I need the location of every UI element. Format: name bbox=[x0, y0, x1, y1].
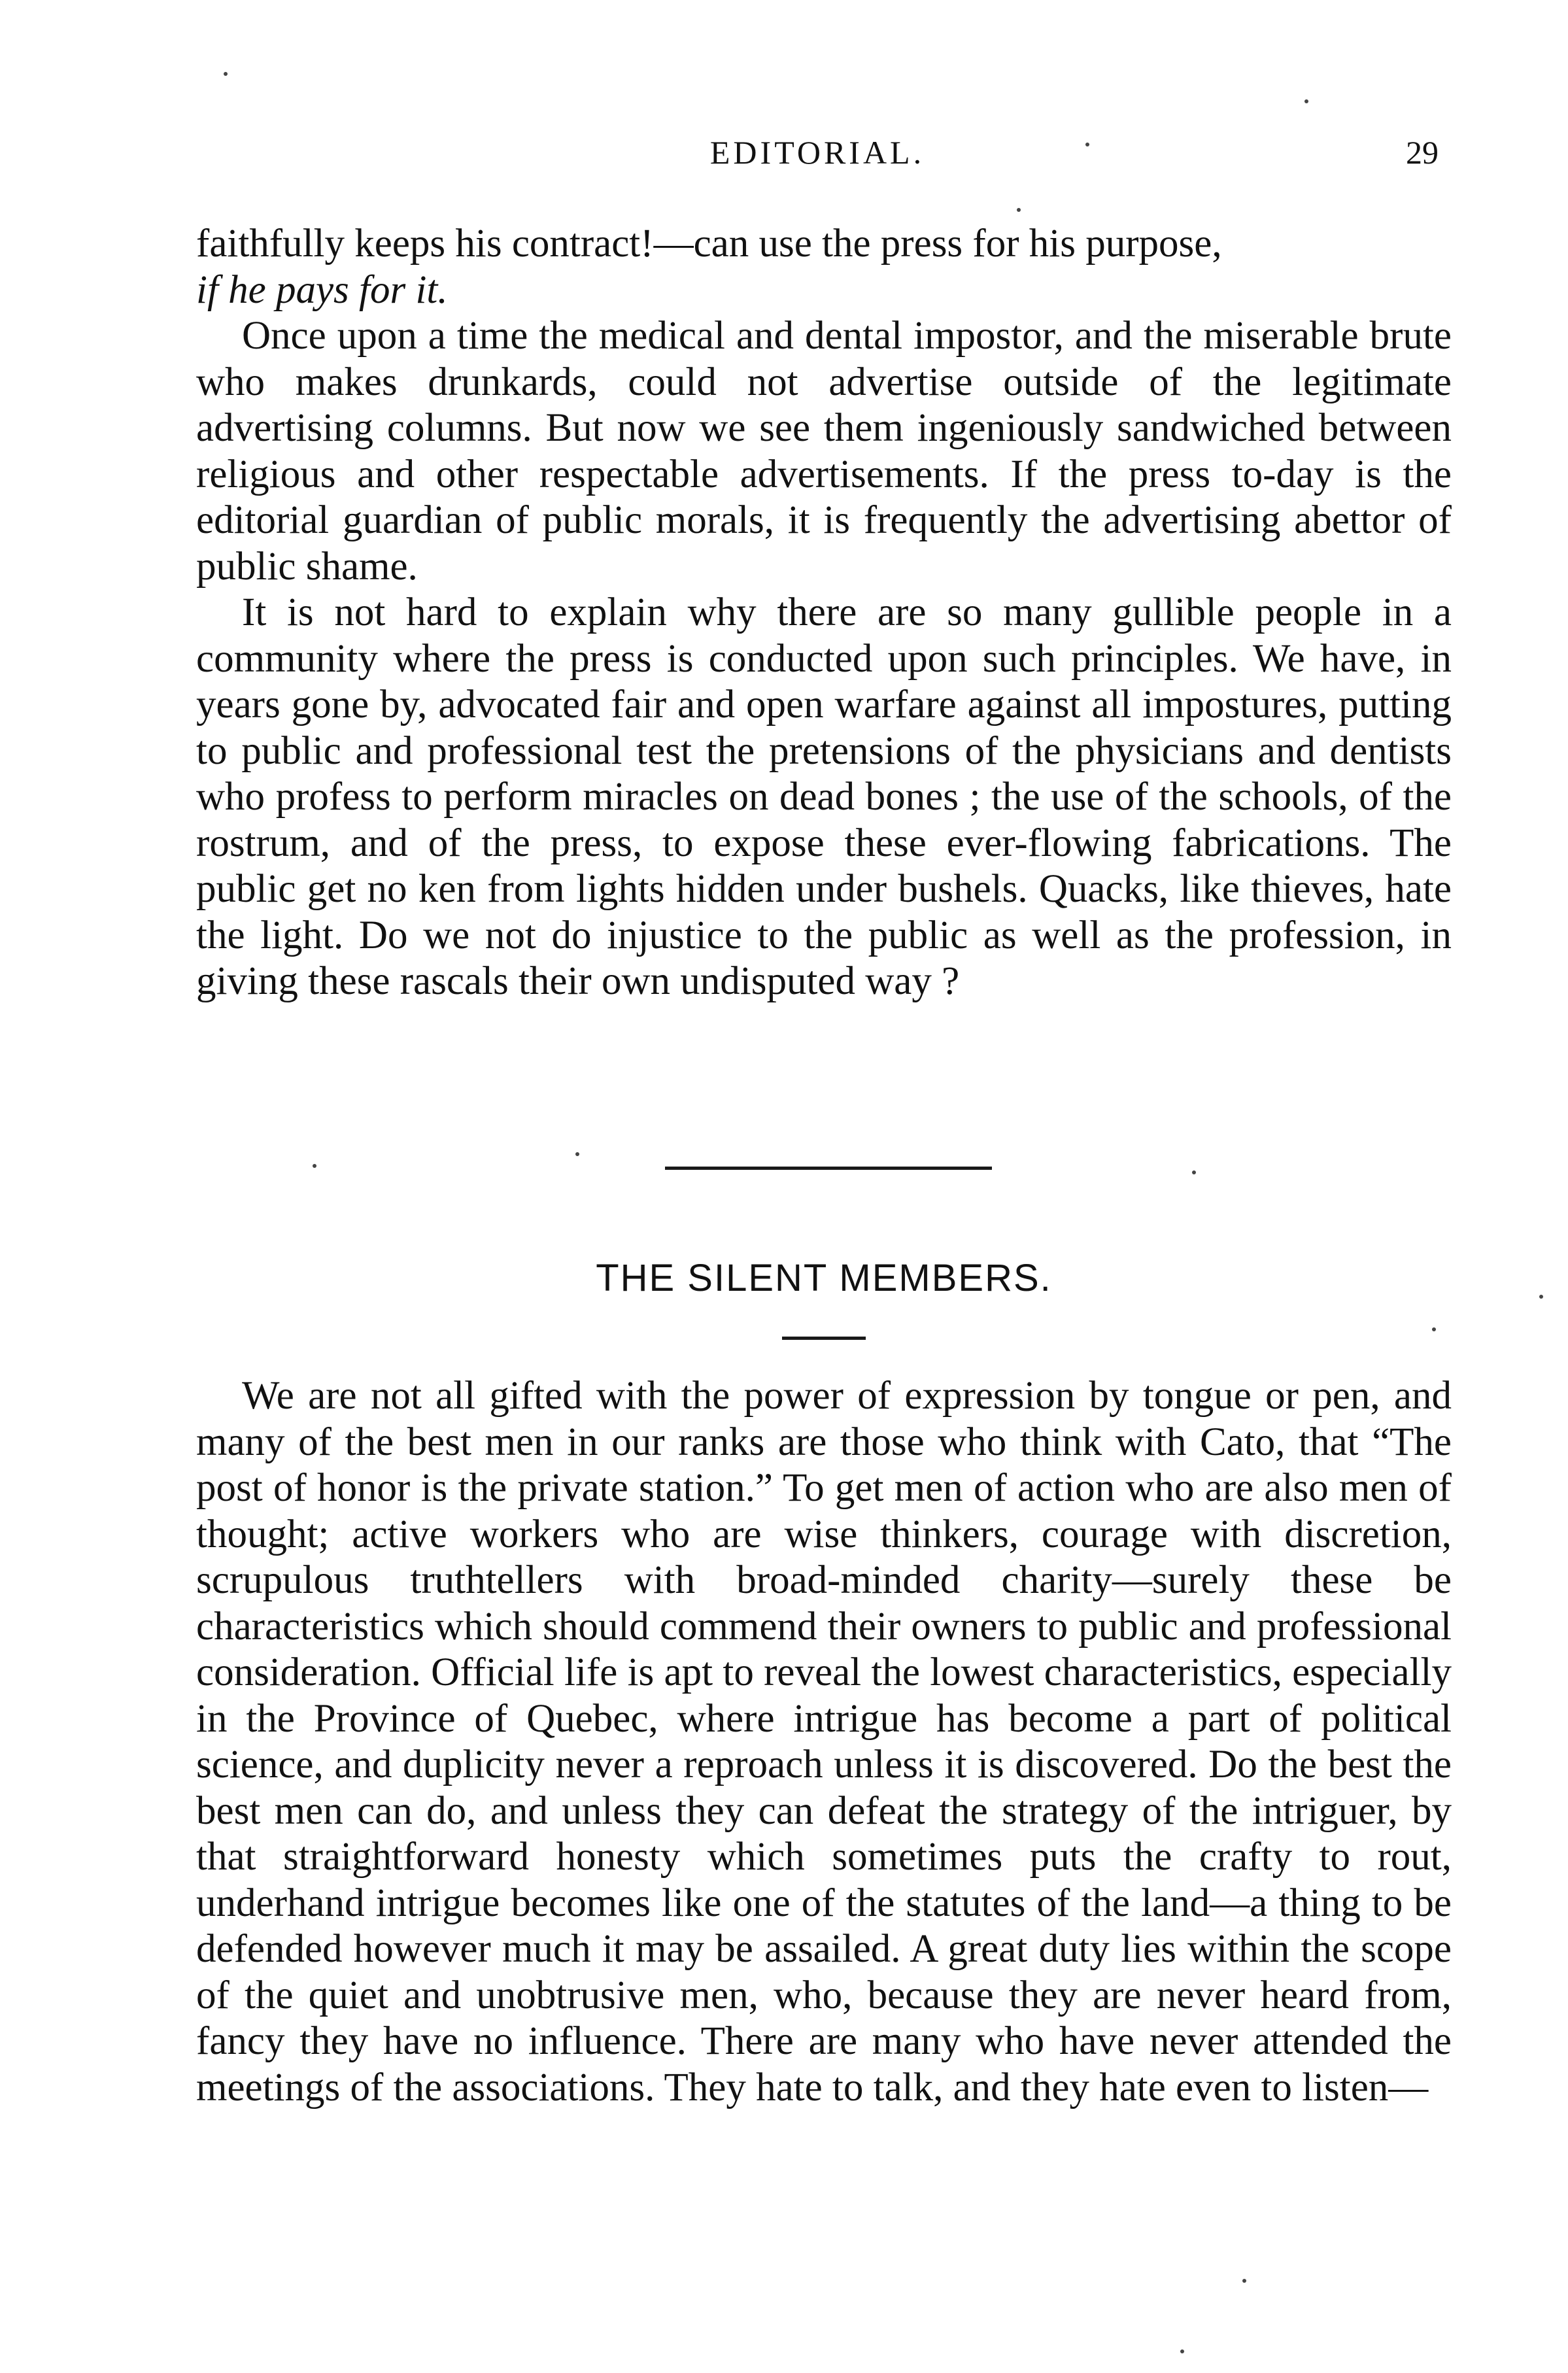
running-head bbox=[196, 129, 1439, 175]
scan-speck bbox=[224, 72, 228, 76]
scan-speck bbox=[1242, 2279, 1246, 2283]
section-title: THE SILENT MEMBERS. bbox=[596, 1257, 1052, 1299]
scan-speck bbox=[1192, 1170, 1196, 1174]
scan-speck bbox=[313, 1164, 316, 1168]
italic-paragraph-line: if he pays for it. bbox=[196, 267, 448, 312]
scan-speck bbox=[1539, 1295, 1543, 1299]
title-underline-rule bbox=[782, 1337, 866, 1340]
scan-speck bbox=[1304, 99, 1308, 103]
scan-speck bbox=[1180, 2349, 1184, 2353]
article-paragraph: Once upon a time the medical and dental impostor, and the miserable brute who makes drunkards, could not advertise outside of the legitimate advertising columns. But now we see them ingeniously sandwiched between religious and other respectable advertisements. If the press to-day is the editorial guardian of public morals, it is frequently the advertising abettor of public shame. bbox=[196, 314, 1452, 589]
running-title: EDITORIAL. bbox=[709, 134, 925, 171]
continued-paragraph-line: faithfully keeps his contract!—can use the press for his purpose, bbox=[196, 222, 1222, 265]
scan-speck bbox=[1017, 208, 1021, 212]
second-article bbox=[196, 1373, 1452, 2111]
first-article bbox=[196, 221, 1452, 1005]
article-paragraph: It is not hard to explain why there are so many gullible people in a community where the press is conducted upon such principles. We have, in years gone by, advocated fair and open warfare against all impostures, putting to public and professional test the pretensions of the physicians and dentists who profess to perform miracles on dead bones ; the use of the schools, of the rostrum, and of the press, to expose these ever-flowing fabrications. The public get no ken from lights hidden under bushels. Quacks, like thieves, hate the light. Do we not do injustice to the public as well as the profession, in giving these rascals their own undisputed way ? bbox=[196, 590, 1452, 1003]
scan-speck bbox=[575, 1152, 579, 1156]
page-number: 29 bbox=[1406, 134, 1439, 171]
section-separator-rule bbox=[665, 1167, 992, 1170]
article-paragraph: We are not all gifted with the power of expression by tongue or pen, and many of the best men in our ranks are those who think with Cato, that “The post of honor is the private station.” To get men of action who are also men of thought; active workers who are wise thinkers, courage with discretion, scrupulous truthtellers with broad-minded charity—surely these be characteristics which should commend their owners to public and professional consideration. Official life is apt to reveal the lowest characteristics, especially in the Province of Quebec, where intrigue has become a part of political science, and duplicity never a reproach unless it is discovered. Do the best the best men can do, and unless they can defeat the strategy of the intriguer, by that straightforward honesty which sometimes puts the crafty to rout, underhand intrigue becomes like one of the statutes of the land—a thing to be defended however much it may be assailed. A great duty lies within the scope of the quiet and unobtrusive men, who, because they are never heard from, fancy they have no influence. There are many who have never attended the meetings of the associations. They hate to talk, and they hate even to listen— bbox=[196, 1374, 1452, 2109]
scan-speck bbox=[1085, 143, 1089, 146]
scan-speck bbox=[1432, 1327, 1436, 1331]
